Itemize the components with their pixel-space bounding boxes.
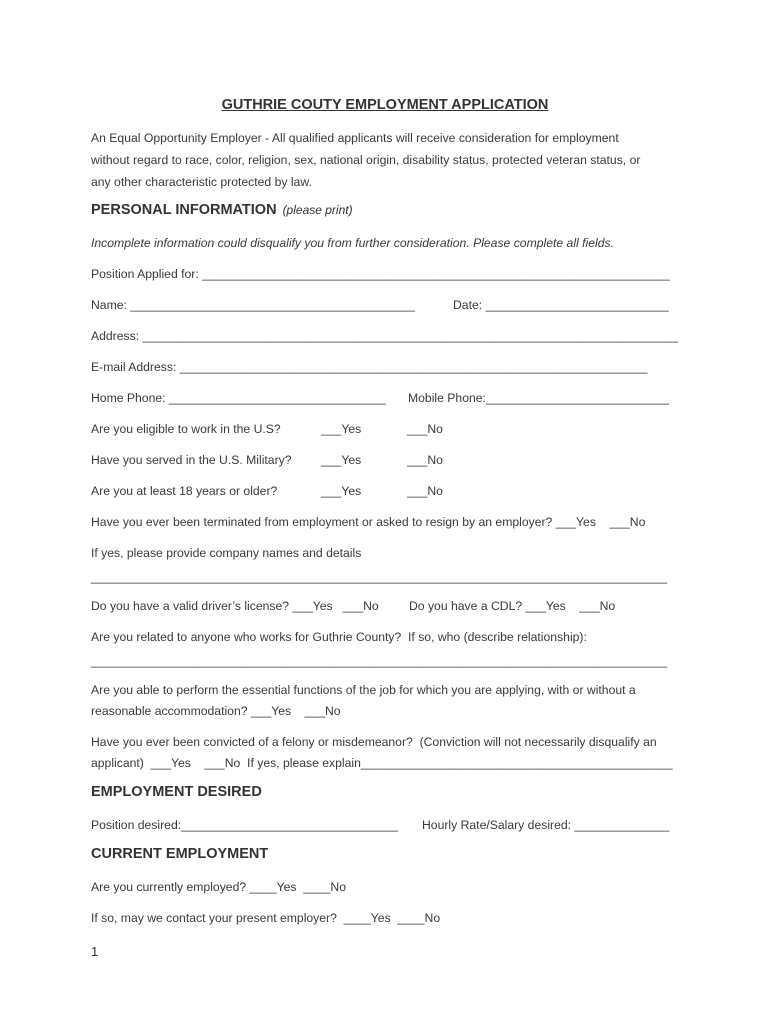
- if-yes-details-label: If yes, please provide company names and details: [91, 546, 362, 560]
- eligible-question: Are you eligible to work in the U.S?: [91, 422, 281, 436]
- home-phone-field[interactable]: Home Phone: ________________________________: [91, 391, 386, 405]
- related-line[interactable]: _____________________________________________________________________________________: [91, 654, 668, 668]
- military-no[interactable]: ___No: [407, 453, 443, 467]
- related-question: Are you related to anyone who works for Guthrie County? If so, who (describe relationship):: [91, 630, 587, 644]
- current-employment-heading: CURRENT EMPLOYMENT: [91, 846, 269, 862]
- intro-line-1: An Equal Opportunity Employer - All qualified applicants will receive consideration for employment: [91, 131, 619, 145]
- employment-desired-heading: EMPLOYMENT DESIRED: [91, 784, 262, 800]
- date-field[interactable]: Date: ___________________________: [453, 298, 669, 312]
- position-applied-field[interactable]: Position Applied for: _____________________________________________________________________: [91, 267, 670, 281]
- intro-line-2: without regard to race, color, religion, sex, national origin, disability status, protected veteran status, or: [91, 153, 641, 167]
- military-question: Have you served in the U.S. Military?: [91, 453, 292, 467]
- salary-desired-field[interactable]: Hourly Rate/Salary desired: ______________: [422, 818, 670, 832]
- currently-employed-question[interactable]: Are you currently employed? ____Yes ____No: [91, 880, 346, 894]
- please-print-note: (please print): [282, 203, 353, 217]
- terminated-question[interactable]: Have you ever been terminated from employment or asked to resign by an employer? ___Yes ___No: [91, 515, 646, 529]
- essential-functions-line-1: Are you able to perform the essential functions of the job for which you are applying, with or without a: [91, 683, 636, 697]
- age-no[interactable]: ___No: [407, 484, 443, 498]
- name-field[interactable]: Name: __________________________________________: [91, 298, 415, 312]
- military-yes[interactable]: ___Yes: [321, 453, 362, 467]
- mobile-phone-field[interactable]: Mobile Phone:___________________________: [408, 391, 669, 405]
- email-field[interactable]: E-mail Address: _____________________________________________________________________: [91, 360, 648, 374]
- age-question: Are you at least 18 years or older?: [91, 484, 278, 498]
- intro-line-3: any other characteristic protected by law.: [91, 175, 312, 189]
- eligible-yes[interactable]: ___Yes: [321, 422, 362, 436]
- personal-info-heading: [91, 202, 353, 218]
- page-number: 1: [91, 944, 99, 959]
- eligible-no[interactable]: ___No: [407, 422, 443, 436]
- incomplete-info-note: Incomplete information could disqualify you from further consideration. Please complete all fields.: [91, 236, 614, 250]
- felony-line-2[interactable]: applicant) ___Yes ___No If yes, please explain______________________________________________: [91, 756, 673, 770]
- age-yes[interactable]: ___Yes: [321, 484, 362, 498]
- details-line[interactable]: _____________________________________________________________________________________: [91, 570, 668, 584]
- felony-line-1: Have you ever been convicted of a felony or misdemeanor? (Conviction will not necessarily disqualify an: [91, 735, 657, 749]
- page-title: GUTHRIE COUTY EMPLOYMENT APPLICATION: [221, 97, 549, 113]
- essential-functions-line-2[interactable]: reasonable accommodation? ___Yes ___No: [91, 704, 341, 718]
- position-desired-field[interactable]: Position desired:________________________________: [91, 818, 399, 832]
- contact-employer-question[interactable]: If so, may we contact your present employer? ____Yes ____No: [91, 911, 441, 925]
- cdl-question[interactable]: Do you have a CDL? ___Yes ___No: [409, 599, 616, 613]
- address-field[interactable]: Address: _______________________________________________________________________________: [91, 329, 678, 343]
- personal-info-heading-text: PERSONAL INFORMATION: [91, 202, 277, 218]
- drivers-license-question[interactable]: Do you have a valid driver’s license? ___Yes ___No: [91, 599, 379, 613]
